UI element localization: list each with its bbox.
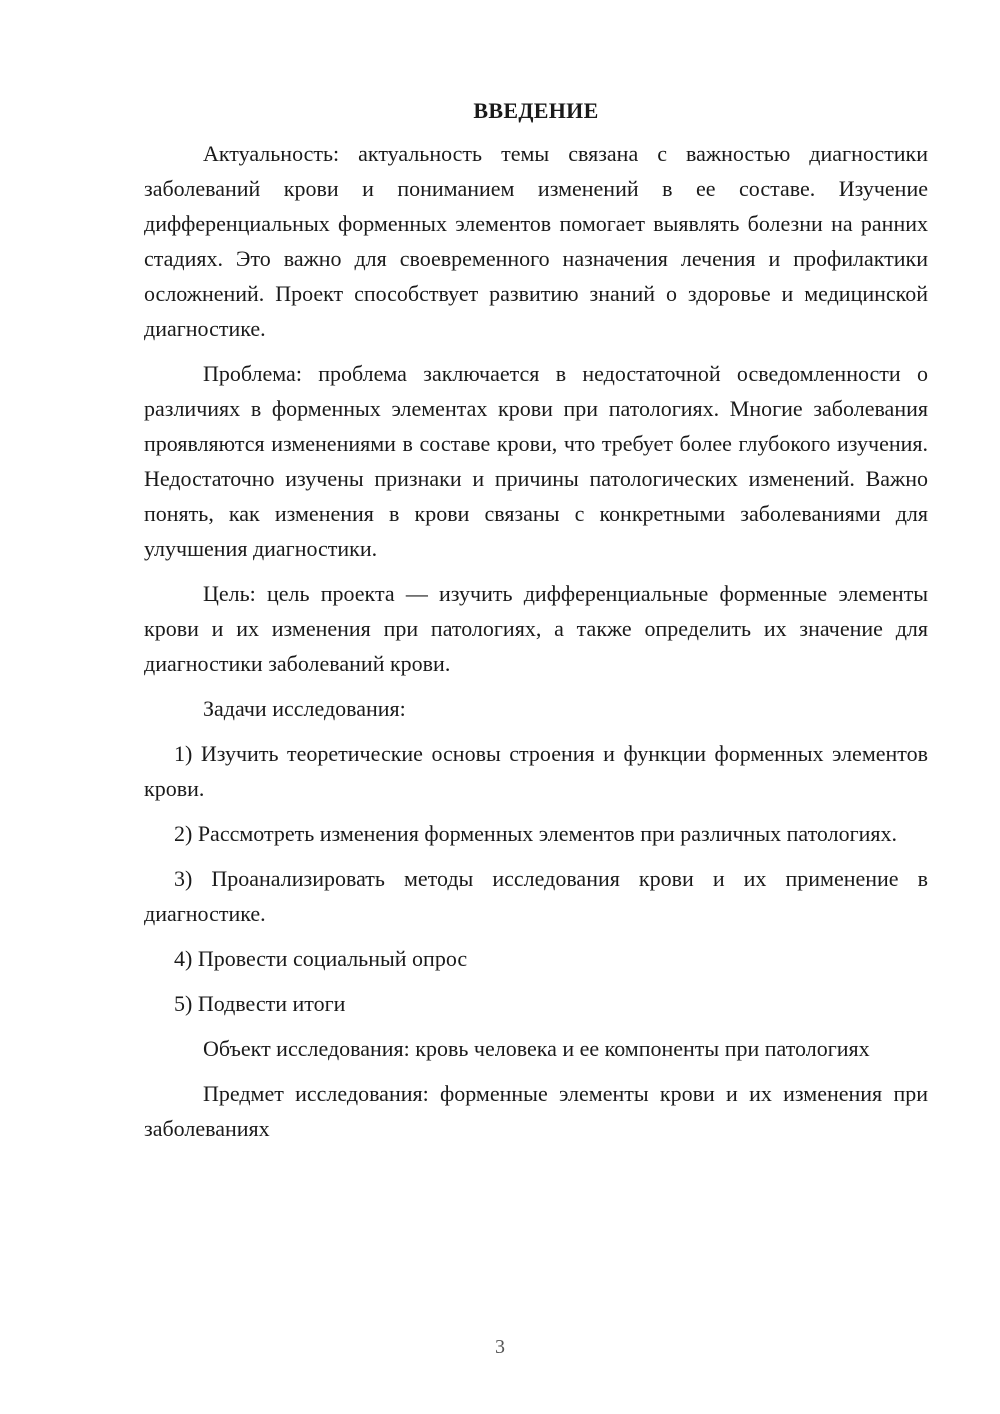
paragraph-relevance: Актуальность: актуальность темы связана с важностью диагностики заболеваний крови и пониманием изменений в ее составе. Изучение дифференциальных форменных элементов помогает выявлять болезни на ранних стадиях. Это важно для своевременного назначения лечения и профилактики осложнений. Проект способствует развитию знаний о здоровье и медицинской диагностике. (144, 141, 928, 341)
page-number: 3 (495, 1336, 505, 1358)
paragraph-subject: Предмет исследования: форменные элементы крови и их изменения при заболеваниях (144, 1081, 928, 1141)
page-content (144, 96, 928, 1146)
paragraph-goal: Цель: цель проекта — изучить дифференциальные форменные элементы крови и их изменения при патологиях, а также определить их значение для диагностики заболеваний крови. (144, 581, 928, 676)
paragraph-object: Объект исследования: кровь человека и ее компоненты при патологиях (203, 1036, 870, 1061)
task-item-4: 4) Провести социальный опрос (174, 946, 468, 971)
tasks-heading: Задачи исследования: (203, 696, 406, 721)
page-title: ВВЕДЕНИЕ (473, 98, 599, 123)
paragraph-problem: Проблема: проблема заключается в недостаточной осведомленности о различиях в форменных элементах крови при патологиях. Многие заболевания проявляются изменениями в составе крови, что требует более глубокого изучения. Недостаточно изучены признаки и причины патологических изменений. Важно понять, как изменения в крови связаны с конкретными заболеваниями для улучшения диагностики. (144, 361, 928, 561)
task-item-1: 1) Изучить теоретические основы строения и функции форменных элементов крови. (144, 741, 928, 801)
task-item-2: 2) Рассмотреть изменения форменных элементов при различных патологиях. (174, 821, 897, 846)
task-item-3: 3) Проанализировать методы исследования крови и их применение в диагностике. (144, 866, 928, 926)
task-item-5: 5) Подвести итоги (174, 991, 346, 1016)
